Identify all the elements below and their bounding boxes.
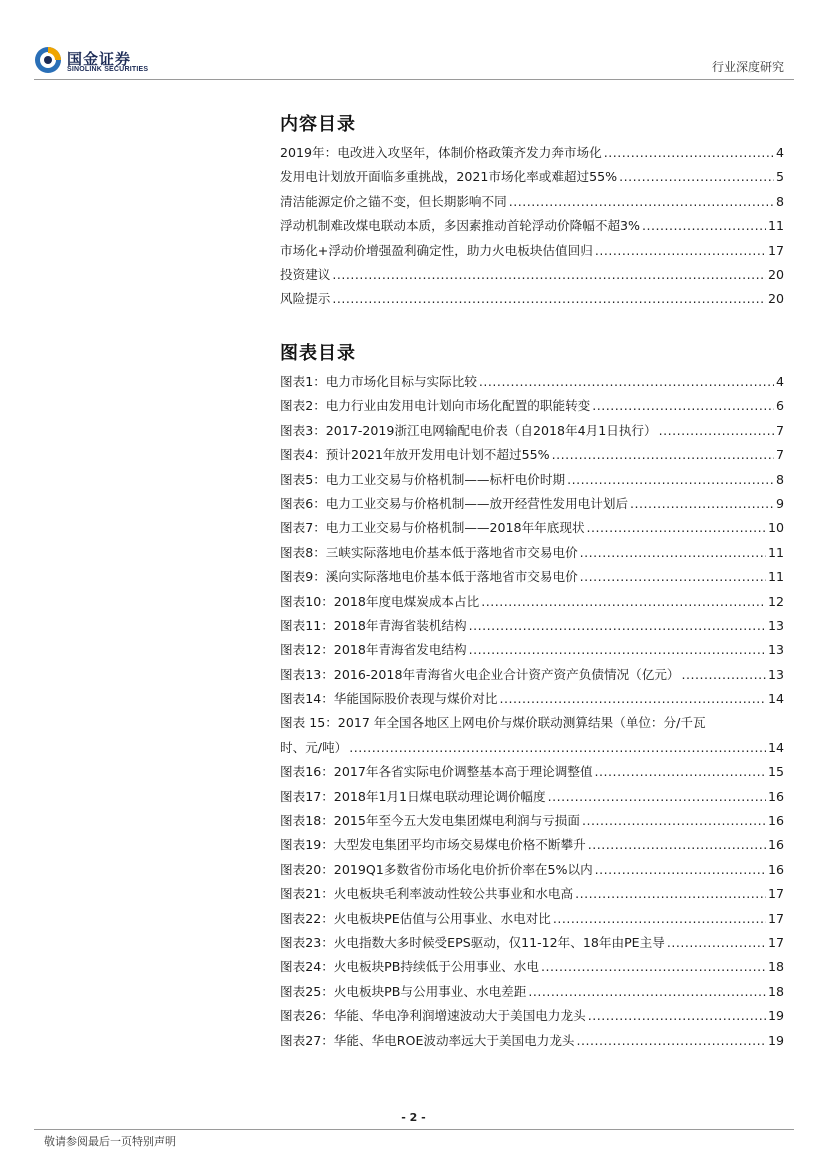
figure-entry[interactable] <box>280 687 784 711</box>
figure-entry-page: 6 <box>775 398 784 414</box>
figure-entry-title: 图表10：2018年度电煤炭成本占比 <box>280 590 481 614</box>
dot-leader <box>595 239 766 263</box>
figures-list <box>280 370 784 1053</box>
figure-entry-page: 19 <box>767 1008 784 1024</box>
dot-leader <box>604 141 774 165</box>
figure-entry[interactable] <box>280 492 784 516</box>
figure-entry-page: 11 <box>767 569 784 585</box>
figure-entry-title: 图表4：预计2021年放开发用电计划不超过55% <box>280 443 552 467</box>
figure-entry[interactable] <box>280 907 784 931</box>
dot-leader <box>481 590 766 614</box>
figure-entry-title: 图表1：电力市场化目标与实际比较 <box>280 370 479 394</box>
figure-entry-title: 图表9：溪向实际落地电价基本低于落地省市交易电价 <box>280 565 580 589</box>
dot-leader <box>469 614 766 638</box>
figure-entry-title: 图表26：华能、华电净利润增速波动大于美国电力龙头 <box>280 1004 588 1028</box>
dot-leader <box>580 565 766 589</box>
toc-entry-page: 8 <box>775 193 784 209</box>
figure-entry-page: 13 <box>767 642 784 658</box>
figure-entry[interactable] <box>280 590 784 614</box>
dot-leader <box>667 931 766 955</box>
dot-leader <box>595 858 766 882</box>
figure-entry-title: 图表7：电力工业交易与价格机制——2018年年底现状 <box>280 516 587 540</box>
figure-entry[interactable] <box>280 809 784 833</box>
figure-entry-page: 8 <box>775 471 784 487</box>
figure-entry[interactable] <box>280 1029 784 1053</box>
dot-leader <box>332 263 766 287</box>
figure-entry-page: 16 <box>767 837 784 853</box>
company-logo <box>34 46 184 80</box>
dot-leader <box>332 287 766 311</box>
toc-entry[interactable] <box>280 141 784 165</box>
figure-entry-page: 13 <box>767 617 784 633</box>
dot-leader <box>567 468 774 492</box>
dot-leader <box>580 541 766 565</box>
page-number: - 2 - <box>401 1111 426 1124</box>
sinolink-logo-icon <box>34 46 62 74</box>
toc-entry-page: 20 <box>767 291 784 307</box>
dot-leader <box>630 492 774 516</box>
figure-entry-page: 7 <box>775 422 784 438</box>
figure-entry-title: 图表8：三峡实际落地电价基本低于落地省市交易电价 <box>280 541 580 565</box>
page-header <box>0 0 827 80</box>
dot-leader <box>509 190 774 214</box>
figure-entry[interactable] <box>280 638 784 662</box>
figure-entry[interactable] <box>280 955 784 979</box>
toc-entry-title: 发用电计划放开面临多重挑战，2021市场化率或难超过55% <box>280 165 619 189</box>
dot-leader <box>469 638 766 662</box>
dot-leader <box>575 882 766 906</box>
figure-entry[interactable] <box>280 419 784 443</box>
figure-entry-title: 图表12：2018年青海省发电结构 <box>280 638 469 662</box>
figure-entry-page: 17 <box>767 910 784 926</box>
figure-entry-title: 图表5：电力工业交易与价格机制——标杆电价时期 <box>280 468 567 492</box>
toc-entry[interactable] <box>280 239 784 263</box>
toc-entry-page: 5 <box>775 169 784 185</box>
toc-entry[interactable] <box>280 214 784 238</box>
header-divider <box>34 79 794 80</box>
figure-entry[interactable] <box>280 565 784 589</box>
dot-leader <box>582 809 766 833</box>
figure-entry[interactable] <box>280 394 784 418</box>
dot-leader <box>619 165 774 189</box>
figure-entry-title: 图表13：2016-2018年青海省火电企业合计资产资产负债情况（亿元） <box>280 663 682 687</box>
dot-leader <box>682 663 766 687</box>
figure-entry-title: 图表11：2018年青海省装机结构 <box>280 614 469 638</box>
toc-entry-page: 17 <box>767 242 784 258</box>
figure-entry-page: 12 <box>767 593 784 609</box>
toc-entry-page: 11 <box>767 218 784 234</box>
dot-leader <box>552 443 774 467</box>
figure-entry[interactable] <box>280 785 784 809</box>
toc-entry-title: 浮动机制难改煤电联动本质，多因素推动首轮浮动价降幅不超3% <box>280 214 642 238</box>
toc-entry-title: 市场化+浮动价增强盈利确定性，助力火电板块估值回归 <box>280 239 595 263</box>
dot-leader <box>349 736 766 760</box>
figure-entry[interactable] <box>280 858 784 882</box>
logo-english-name: SINOLINK SECURITIES <box>67 66 149 73</box>
figure-entry[interactable] <box>280 760 784 784</box>
dot-leader <box>479 370 774 394</box>
dot-leader <box>548 785 766 809</box>
figure-entry-title: 图表14：华能国际股价表现与煤价对比 <box>280 687 500 711</box>
figure-entry-title: 图表3：2017-2019浙江电网输配电价表（自2018年4月1日执行） <box>280 419 659 443</box>
dot-leader <box>588 833 766 857</box>
figures-heading: 图表目录 <box>280 343 356 364</box>
figure-entry-title: 图表24：火电板块PB持续低于公用事业、水电 <box>280 955 541 979</box>
figure-entry-page: 17 <box>767 886 784 902</box>
figure-entry-page: 9 <box>775 495 784 511</box>
toc-entry[interactable] <box>280 190 784 214</box>
figure-entry[interactable] <box>280 980 784 1004</box>
toc-entry-title: 投资建议 <box>280 263 332 287</box>
figure-entry-title: 图表2：电力行业由发用电计划向市场化配置的职能转变 <box>280 394 592 418</box>
disclaimer-note: 敬请参阅最后一页特别声明 <box>44 1135 176 1148</box>
figure-entry[interactable] <box>280 541 784 565</box>
dot-leader <box>577 1029 766 1053</box>
figure-entry[interactable] <box>280 931 784 955</box>
figure-entry-page: 13 <box>767 666 784 682</box>
logo-chinese-name: 国金证券 <box>67 50 132 68</box>
figure-entry-title-cont: 时、元/吨） <box>280 736 349 760</box>
figure-entry-page: 4 <box>775 374 784 389</box>
toc-entry[interactable] <box>280 165 784 189</box>
dot-leader <box>541 955 766 979</box>
figure-entry-page: 11 <box>767 544 784 560</box>
figure-entry-title: 图表16：2017年各省实际电价调整基本高于理论调整值 <box>280 760 595 784</box>
figure-entry-title: 图表6：电力工业交易与价格机制——放开经营性发用电计划后 <box>280 492 630 516</box>
figure-entry[interactable] <box>280 443 784 467</box>
figure-entry-page: 17 <box>767 935 784 951</box>
figure-entry[interactable] <box>280 468 784 492</box>
figure-entry-page: 18 <box>767 959 784 975</box>
contents-list <box>280 141 784 312</box>
figure-entry[interactable] <box>280 1004 784 1028</box>
figure-entry[interactable] <box>280 663 784 687</box>
figure-entry-title: 图表19：大型发电集团平均市场交易煤电价格不断攀升 <box>280 833 588 857</box>
figure-entry-title: 图表20：2019Q1多数省份市场化电价折价率在5%以内 <box>280 858 595 882</box>
toc-entry-page: 4 <box>775 145 784 160</box>
toc-entry-title: 清洁能源定价之锚不变，但长期影响不同 <box>280 190 509 214</box>
dot-leader <box>587 516 766 540</box>
dot-leader <box>588 1004 766 1028</box>
figure-entry-page: 16 <box>767 861 784 877</box>
figure-entry-title: 图表27：华能、华电ROE波动率远大于美国电力龙头 <box>280 1029 577 1053</box>
figure-entry-page: 18 <box>767 983 784 999</box>
figure-entry[interactable] <box>280 882 784 906</box>
footer-divider <box>34 1129 794 1130</box>
dot-leader <box>500 687 766 711</box>
figure-entry-title: 图表18：2015年至今五大发电集团煤电利润与亏损面 <box>280 809 582 833</box>
toc-entry-page: 20 <box>767 266 784 282</box>
dot-leader <box>595 760 766 784</box>
toc-entry-title: 风险提示 <box>280 287 332 311</box>
figure-entry-page: 14 <box>767 691 784 707</box>
figure-entry-title: 图表 15：2017 年全国各地区上网电价与煤价联动测算结果（单位：分/千瓦 <box>280 715 706 731</box>
dot-leader <box>528 980 766 1004</box>
toc-entry[interactable] <box>280 287 784 311</box>
figure-entry[interactable] <box>280 516 784 540</box>
dot-leader <box>642 214 766 238</box>
toc-entry[interactable] <box>280 263 784 287</box>
figure-entry-page: 15 <box>767 764 784 780</box>
figure-entry-page: 14 <box>767 739 784 755</box>
dot-leader <box>659 419 774 443</box>
figure-entry-title: 图表17：2018年1月1日煤电联动理论调价幅度 <box>280 785 548 809</box>
figure-entry-title: 图表22：火电板块PE估值与公用事业、水电对比 <box>280 907 553 931</box>
figure-entry-page: 10 <box>767 520 784 536</box>
document-type: 行业深度研究 <box>711 60 784 74</box>
figure-entry[interactable] <box>280 370 784 394</box>
figure-entry-continuation <box>280 736 784 760</box>
dot-leader <box>553 907 766 931</box>
dot-leader <box>592 394 774 418</box>
toc-entry-title: 2019年：电改进入攻坚年，体制价格政策齐发力奔市场化 <box>280 141 604 165</box>
figure-entry-page: 16 <box>767 788 784 804</box>
figure-entry-page: 16 <box>767 813 784 829</box>
figure-entry[interactable] <box>280 833 784 857</box>
figure-entry-title: 图表21：火电板块毛利率波动性较公共事业和水电高 <box>280 882 575 906</box>
figure-entry[interactable] <box>280 711 784 760</box>
figure-entry-page: 7 <box>775 447 784 463</box>
figure-entry-title: 图表23：火电指数大多时候受EPS驱动，仅11-12年、18年由PE主导 <box>280 931 667 955</box>
figure-entry-title: 图表25：火电板块PB与公用事业、水电差距 <box>280 980 528 1004</box>
contents-heading: 内容目录 <box>280 114 356 135</box>
figure-entry[interactable] <box>280 614 784 638</box>
figure-entry-page: 19 <box>767 1032 784 1048</box>
